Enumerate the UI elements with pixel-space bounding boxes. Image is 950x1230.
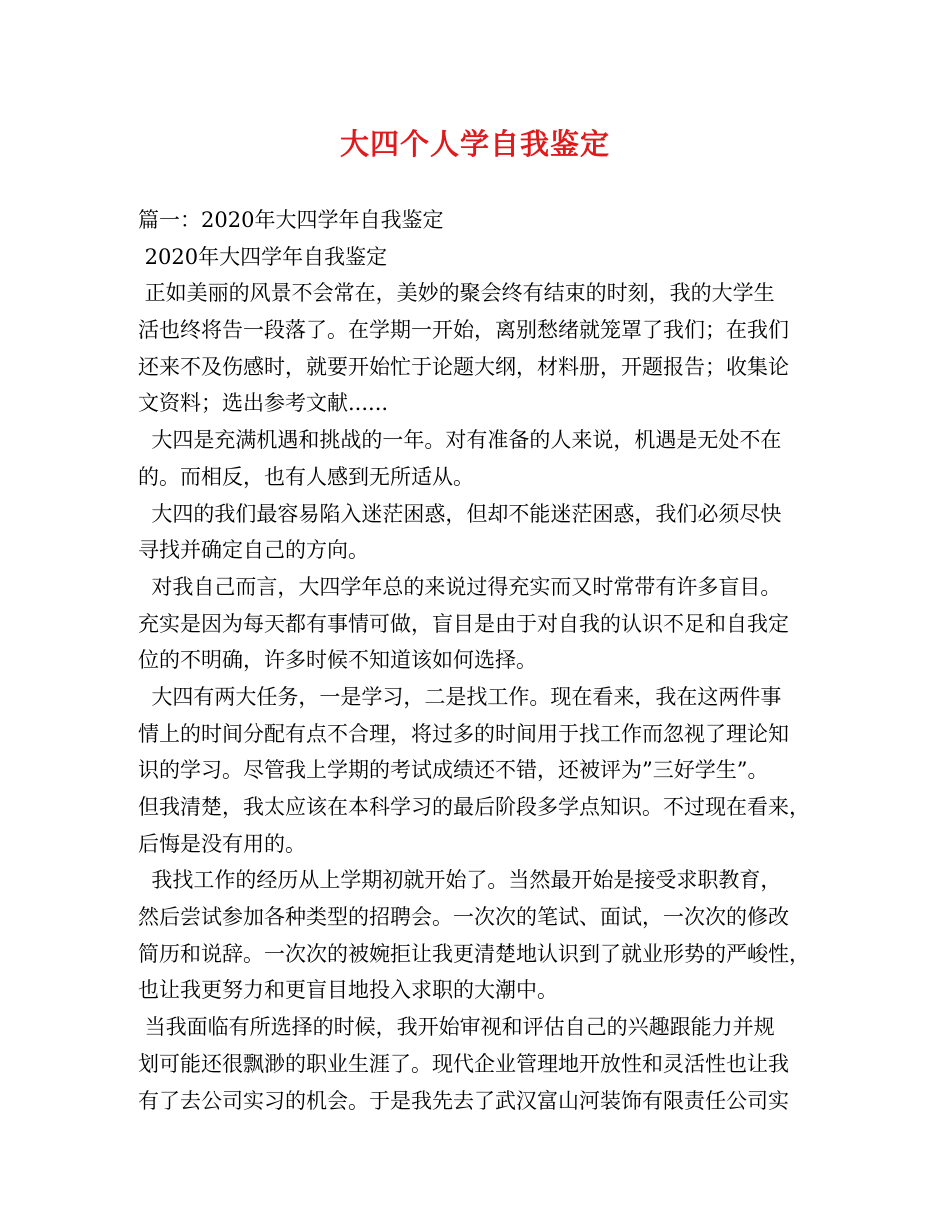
text-line: 情上的时间分配有点不合理，将过多的时间用于找工作而忽视了理论知 (138, 721, 789, 746)
text-line: 然后尝试参加各种类型的招聘会。一次次的笔试、面试，一次次的修改 (138, 905, 789, 930)
text-line: 活也终将告一段落了。在学期一开始，离别愁绪就笼罩了我们；在我们 (138, 318, 789, 343)
text-line: 当我面临有所选择的时候，我开始审视和评估自己的兴趣跟能力并规 (138, 1015, 775, 1040)
document-body (138, 202, 828, 1119)
text-line: 2020年大四学年自我鉴定 (138, 244, 388, 269)
text-line: 有了去公司实习的机会。于是我先去了武汉富山河装饰有限责任公司实 (138, 1088, 789, 1113)
text-line: 位的不明确，许多时候不知道该如何选择。 (138, 648, 537, 673)
text-line: 也让我更努力和更盲目地投入求职的大潮中。 (138, 978, 558, 1003)
text-line: 寻找并确定自己的方向。 (138, 538, 369, 563)
text-line: 识的学习。尽管我上学期的考试成绩还不错，还被评为”三好学生”。 (138, 758, 769, 783)
text-line: 篇一：2020年大四学年自我鉴定 (138, 208, 444, 232)
text-line: 充实是因为每天都有事情可做，盲目是由于对自我的认识不足和自我定 (138, 611, 789, 636)
text-line: 对我自己而言，大四学年总的来说过得充实而又时常带有许多盲目。 (138, 574, 782, 599)
text-line: 后悔是没有用的。 (138, 831, 306, 856)
text-line: 还来不及伤感时，就要开始忙于论题大纲，材料册，开题报告；收集论 (138, 354, 789, 379)
text-line: 大四是充满机遇和挑战的一年。对有准备的人来说，机遇是无处不在 (138, 428, 782, 453)
text-line: 简历和说辞。一次次的被婉拒让我更清楚地认识到了就业形势的严峻性， (138, 941, 810, 966)
text-line: 划可能还很飘渺的职业生涯了。现代企业管理地开放性和灵活性也让我 (138, 1051, 789, 1076)
document-title: 大四个人学自我鉴定 (339, 127, 610, 161)
text-line: 正如美丽的风景不会常在，美妙的聚会终有结束的时刻，我的大学生 (138, 281, 775, 306)
text-line: 的。而相反，也有人感到无所适从。 (138, 464, 474, 489)
text-line: 但我清楚，我太应该在本科学习的最后阶段多学点知识。不过现在看来， (138, 795, 810, 819)
text-line: 我找工作的经历从上学期初就开始了。当然最开始是接受求职教育， (138, 868, 782, 893)
text-line: 大四有两大任务，一是学习，二是找工作。现在看来，我在这两件事 (138, 684, 782, 709)
text-line: 大四的我们最容易陷入迷茫困惑，但却不能迷茫困惑，我们必须尽快 (138, 501, 782, 526)
text-line: 文资料；选出参考文献...... (138, 391, 389, 416)
